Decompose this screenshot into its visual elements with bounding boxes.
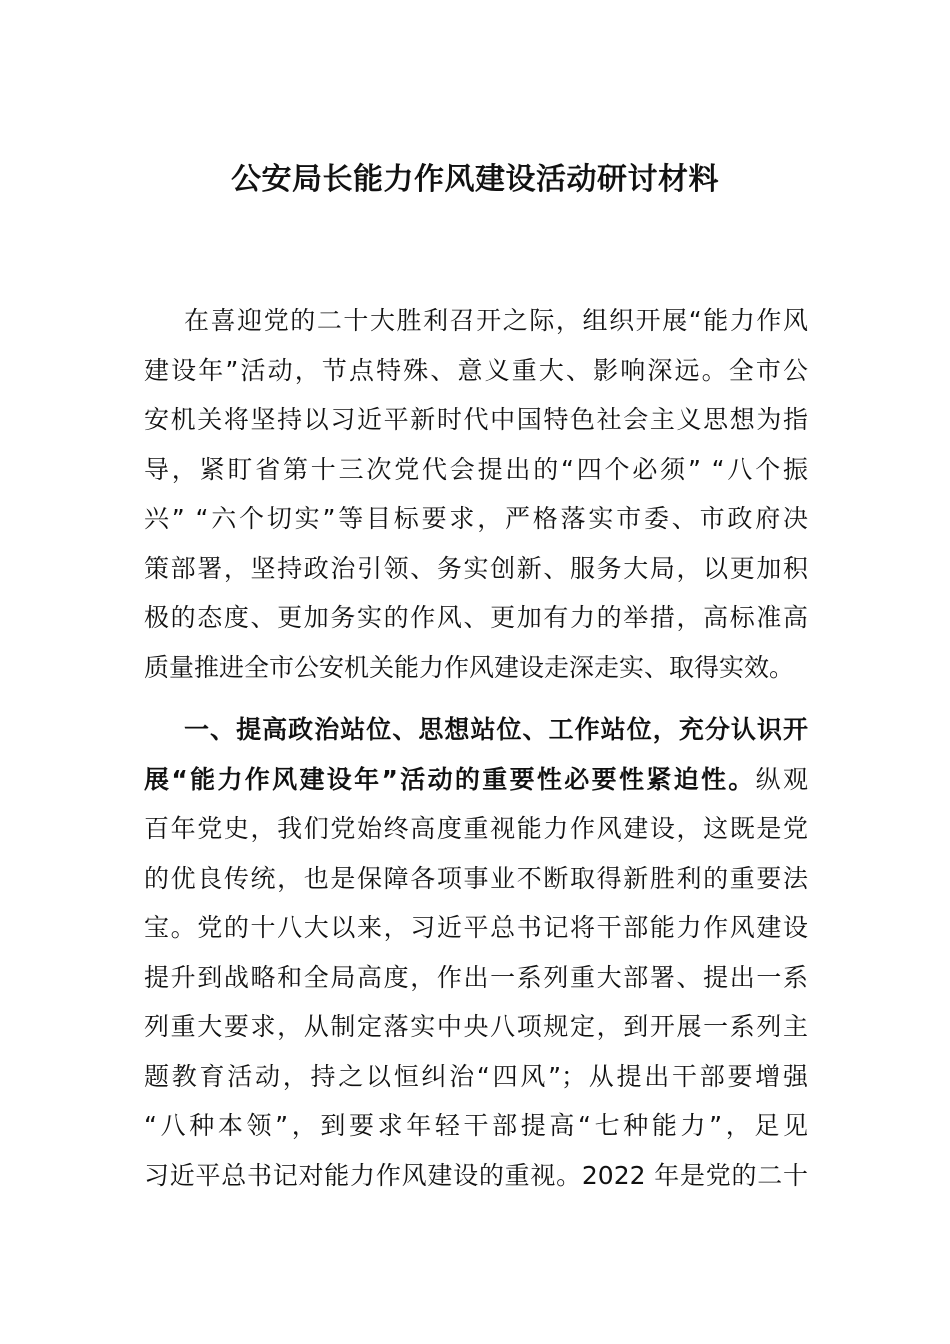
paragraph-intro xyxy=(144,296,808,692)
paragraph-line: 习近平总书记对能力作风建设的重视。2022 年是党的二十 xyxy=(144,1160,808,1190)
paragraph-line: 策部署，坚持政治引领、务实创新、服务大局，以更加积 xyxy=(144,553,808,583)
section-heading-bold-text: 展“能力作风建设年”活动的重要性必要性紧迫性。 xyxy=(144,764,756,794)
paragraph-line: 的优良传统，也是保障各项事业不断取得新胜利的重要法 xyxy=(144,863,808,893)
paragraph-line: 导，紧盯省第十三次党代会提出的“四个必须” “八个振 xyxy=(144,454,808,484)
paragraph-section-one xyxy=(144,705,808,1200)
paragraph-line: 百年党史，我们党始终高度重视能力作风建设，这既是党 xyxy=(144,814,808,843)
paragraph-line: 宝。党的十八大以来，习近平总书记将干部能力作风建设 xyxy=(144,913,808,942)
paragraph-line: 题教育活动，持之以恒纠治“四风”；从提出干部要增强 xyxy=(144,1061,808,1091)
paragraph-line: 列重大要求，从制定落实中央八项规定，到开展一系列主 xyxy=(144,1012,808,1041)
paragraph-line: 质量推进全市公安机关能力作风建设走深走实、取得实效。 xyxy=(144,652,795,682)
document-title: 公安局长能力作风建设活动研讨材料 xyxy=(231,162,719,197)
paragraph-line: 安机关将坚持以习近平新时代中国特色社会主义思想为指 xyxy=(144,405,808,434)
paragraph-line: 极的态度、更加务实的作风、更加有力的举措，高标准高 xyxy=(144,603,808,632)
section-heading-line: 一、提高政治站位、思想站位、工作站位，充分认识开 xyxy=(184,715,808,744)
paragraph-line: 兴” “六个切实”等目标要求，严格落实市委、市政府决 xyxy=(144,504,808,533)
paragraph-line: 提升到战略和全局高度，作出一系列重大部署、提出一系 xyxy=(144,962,808,992)
section-heading-line-mixed xyxy=(144,755,808,805)
paragraph-line: “八种本领”，到要求年轻干部提高“七种能力”，足见 xyxy=(144,1111,808,1140)
paragraph-line: 在喜迎党的二十大胜利召开之际，组织开展“能力作风 xyxy=(184,306,808,335)
section-body-text: 纵观 xyxy=(755,764,808,794)
paragraph-line: 建设年”活动，节点特殊、意义重大、影响深远。全市公 xyxy=(144,355,808,385)
